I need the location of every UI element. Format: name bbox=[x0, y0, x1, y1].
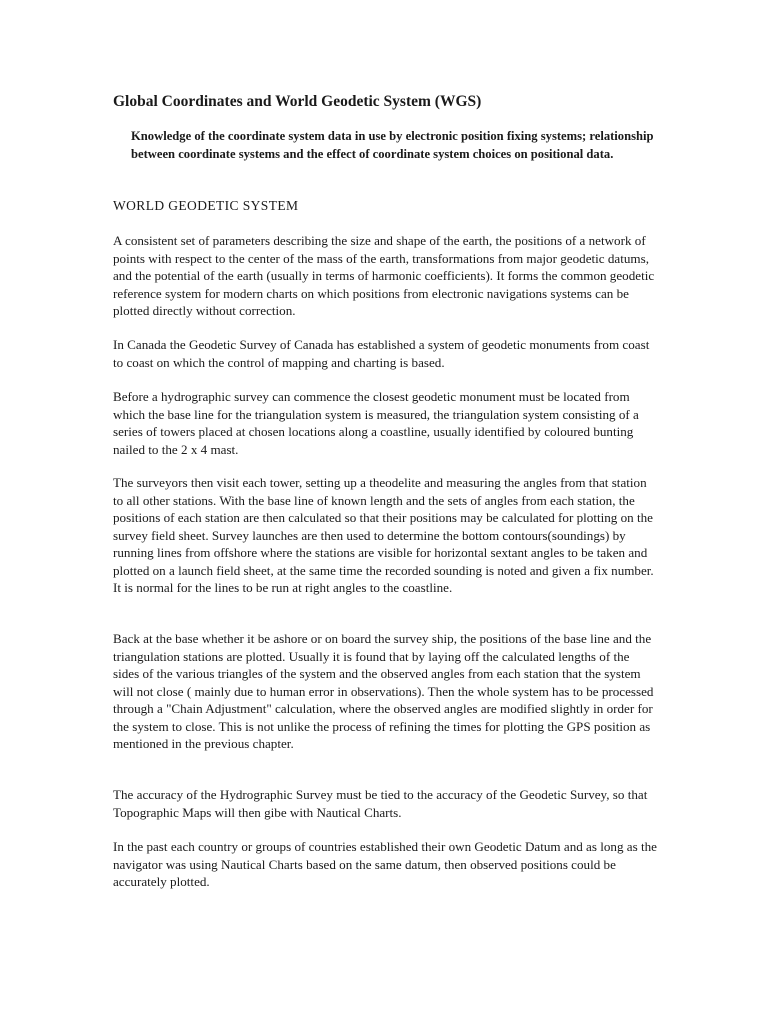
paragraph-hydrographic-survey: Before a hydrographic survey can commence the closest geodetic monument must be located from which the base line for the triangulation system is measured, the triangulation system consisting of a series of towers placed at chosen locations along a coastline, usually identified by coloured bunting nailed to the 2 x 4 mast. bbox=[113, 389, 639, 457]
paragraph-wgs-definition: A consistent set of parameters describing the size and shape of the earth, the positions of a network of points with respect to the center of the mass of the earth, transformations from major geodetic datums, and the potential of the earth (usually in terms of harmonic coefficients). It forms the common geodetic reference system for modern charts on which positions from electronic navigations systems can be plotted directly without correction. bbox=[113, 233, 655, 318]
paragraph-surveyors: The surveyors then visit each tower, setting up a theodelite and measuring the angles from that station to all other stations. With the base line of known length and the sets of angles from each station, the positions of each station are then calculated so that their positions may be calculated for plotting on the survey field sheet. Survey launches are then used to determine the bottom contours(soundings) by running lines from offshore where the stations are visible for horizontal sextant angles to be taken and plotted on a launch field sheet, at the same time the recorded sounding is noted and given a fix number. It is normal for the lines to be run at right angles to the coastline. bbox=[113, 475, 654, 595]
paragraph-chain-adjustment: Back at the base whether it be ashore or on board the survey ship, the positions of the base line and the triangulation stations are plotted. Usually it is found that by laying off the calculated lengths of the sides of the various triangles of the system and the observed angles from each station that the system will not close ( mainly due to human error in observations). Then the whole system has to be processed through a "Chain Adjustment" calculation, where the observed angles are modified slightly in order for the system to close. This is not unlike the process of refining the times for plotting the GPS position as mentioned in the previous chapter. bbox=[113, 631, 654, 751]
section-heading: WORLD GEODETIC SYSTEM bbox=[113, 198, 299, 213]
paragraph-canada-geodetic-survey: In Canada the Geodetic Survey of Canada has established a system of geodetic monuments from coast to coast on which the control of mapping and charting is based. bbox=[113, 337, 650, 370]
document-subtitle: Knowledge of the coordinate system data in use by electronic position fixing systems; relationship between coordinate systems and the effect of coordinate system choices on positional data. bbox=[131, 129, 654, 161]
paragraph-accuracy: The accuracy of the Hydrographic Survey must be tied to the accuracy of the Geodetic Survey, so that Topographic Maps will then gibe with Nautical Charts. bbox=[113, 787, 648, 820]
document-title: Global Coordinates and World Geodetic System (WGS) bbox=[113, 93, 482, 110]
paragraph-geodetic-datum: In the past each country or groups of countries established their own Geodetic Datum and as long as the navigator was using Nautical Charts based on the same datum, then observed positions could be accurately plotted. bbox=[113, 839, 657, 889]
